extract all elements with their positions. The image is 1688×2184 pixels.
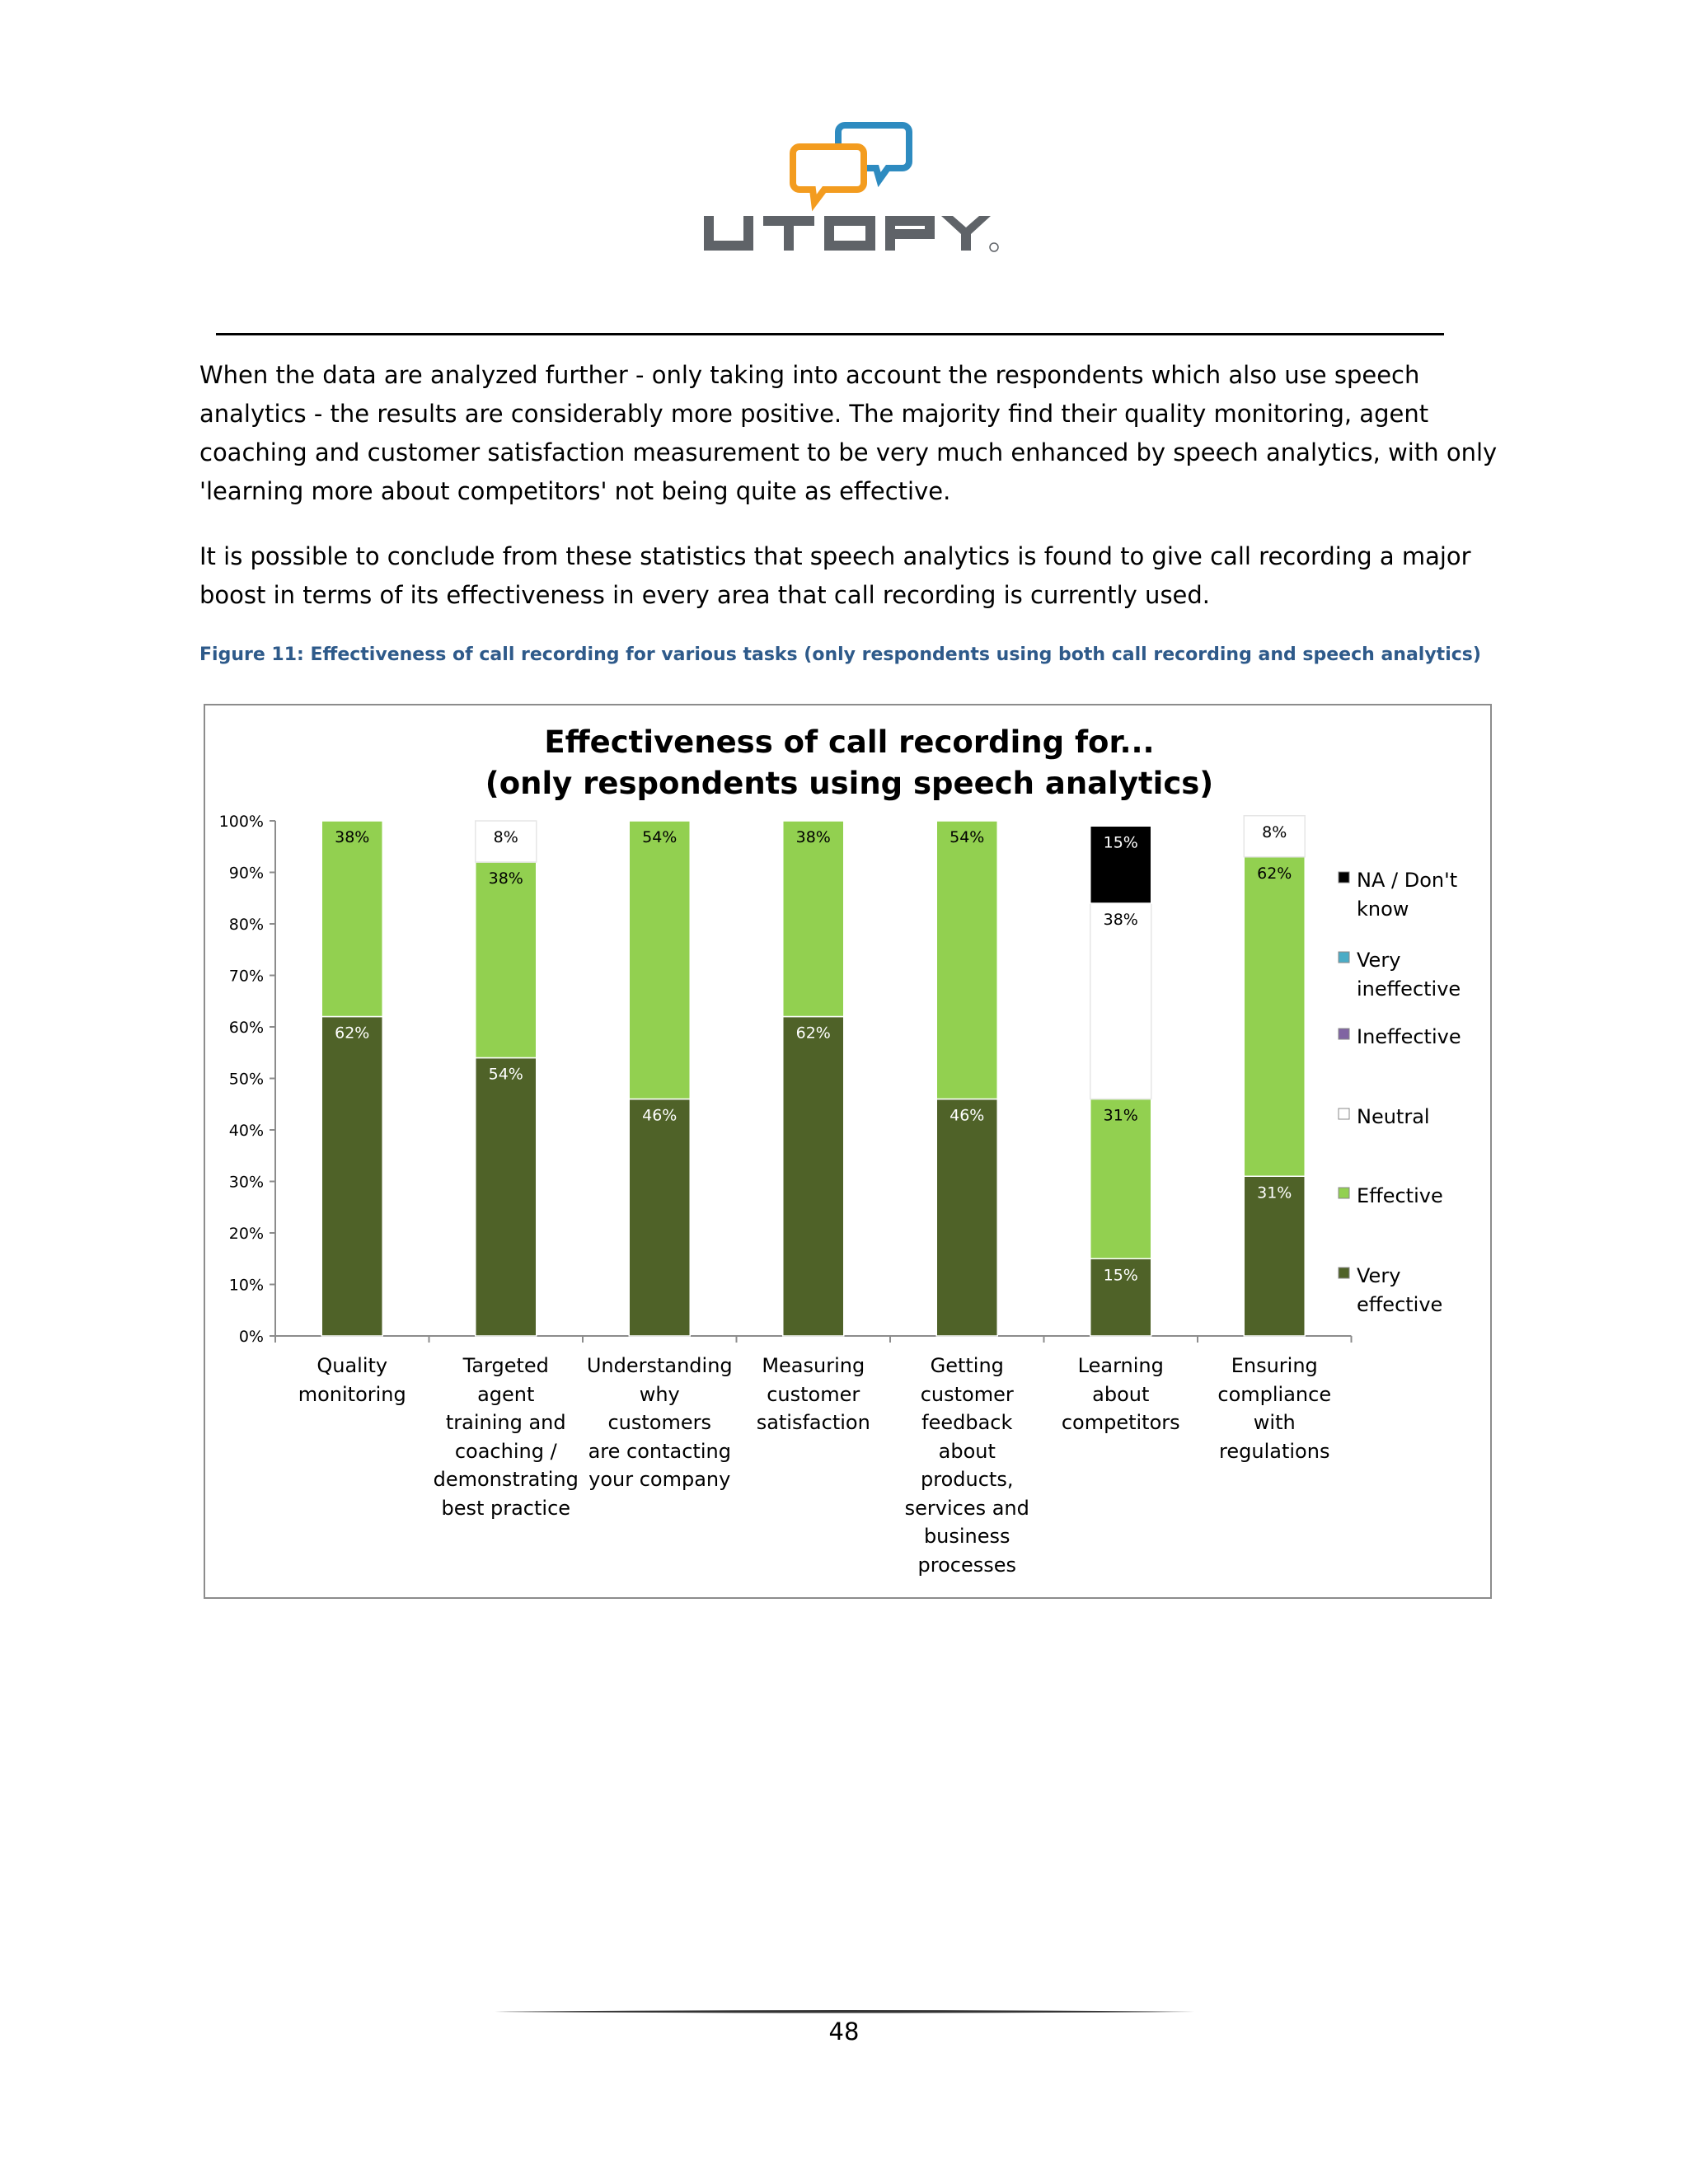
chart-title-line: Effectiveness of call recording for... — [544, 724, 1155, 760]
category-label-line: feedback about — [921, 1411, 1013, 1463]
category-label-line: compliance — [1217, 1382, 1332, 1406]
category-label-line: satisfaction — [756, 1411, 870, 1434]
bar-segment — [629, 1099, 690, 1337]
body-paragraph: It is possible to conclude from these statistics that speech analytics is found to give call recording a major boost in terms of its effectiveness in every area that call recording is currently used. — [199, 542, 1471, 609]
y-tick-label: 0% — [238, 1328, 264, 1346]
legend-label: Very — [1357, 949, 1401, 972]
y-tick-label: 10% — [228, 1276, 264, 1295]
category-label-line: business — [923, 1525, 1010, 1548]
legend-label: ineffective — [1357, 977, 1461, 1001]
data-label: 38% — [335, 828, 370, 846]
y-tick-label: 70% — [228, 967, 264, 986]
category-label-line: demonstrating — [433, 1468, 579, 1491]
figure-caption: Figure 11: Effectiveness of call recording for various tasks (only respondents using both call recording and speech analytics) — [199, 644, 1481, 665]
bar-segment — [783, 821, 844, 1017]
category-label-line: Ensuring — [1231, 1354, 1318, 1377]
category-label-line: Targeted agent — [462, 1354, 549, 1406]
y-tick-label: 80% — [228, 916, 264, 934]
y-tick-label: 90% — [228, 864, 264, 883]
legend-label: Neutral — [1357, 1105, 1430, 1128]
category-label-line: services and — [904, 1496, 1029, 1520]
category-label-line: best practice — [441, 1496, 571, 1520]
category-label — [1047, 1352, 1195, 1437]
data-label: 62% — [1257, 864, 1292, 883]
category-label-line: Measuring — [762, 1354, 865, 1377]
y-tick-label: 40% — [228, 1122, 264, 1140]
footer-divider — [495, 2009, 1195, 2014]
category-label-line: why customers — [607, 1382, 712, 1434]
legend-swatch — [1339, 1268, 1349, 1278]
utopy-logo — [692, 115, 1006, 264]
category-label — [278, 1352, 426, 1408]
header-divider — [216, 333, 1444, 335]
category-label-line: training and — [445, 1411, 566, 1434]
legend-label: NA / Don't — [1357, 869, 1458, 892]
bar-segment — [629, 821, 690, 1099]
category-label-line: Quality — [316, 1354, 388, 1377]
category-label-line: processes — [917, 1553, 1016, 1577]
data-label: 8% — [493, 828, 518, 846]
category-label — [1200, 1352, 1348, 1465]
category-label-line: are contacting — [588, 1439, 731, 1463]
legend-swatch — [1339, 952, 1349, 963]
category-label-line: Learning about — [1077, 1354, 1164, 1406]
bar-segment — [1090, 903, 1151, 1099]
legend-swatch — [1339, 1029, 1349, 1039]
category-label-line: competitors — [1061, 1411, 1180, 1434]
data-label: 38% — [1103, 911, 1138, 929]
y-tick-label: 30% — [228, 1173, 264, 1192]
bar-segment — [1244, 857, 1305, 1177]
bar-segment — [321, 821, 382, 1017]
y-tick-label: 20% — [228, 1225, 264, 1243]
data-label: 54% — [488, 1065, 523, 1084]
speech-bubbles-icon — [793, 125, 909, 203]
category-label-line: your company — [588, 1468, 731, 1491]
legend-label: Effective — [1357, 1184, 1443, 1207]
data-label: 38% — [488, 869, 523, 888]
page-number: 48 — [828, 2018, 860, 2046]
category-label-line: Understanding — [586, 1354, 733, 1377]
bar-segment — [936, 821, 997, 1099]
bar-segment — [476, 1058, 537, 1337]
category-label-line: customer — [767, 1382, 860, 1406]
legend-swatch — [1339, 1108, 1349, 1119]
data-label: 38% — [795, 828, 831, 846]
legend-swatch — [1339, 872, 1349, 883]
data-label: 46% — [642, 1106, 678, 1125]
bar-segment — [476, 862, 537, 1058]
data-label: 54% — [642, 828, 678, 846]
category-label — [893, 1352, 1041, 1579]
legend-swatch — [1339, 1188, 1349, 1198]
y-tick-label: 100% — [218, 813, 264, 831]
utopy-wordmark — [704, 216, 998, 251]
legend-label: Ineffective — [1357, 1025, 1461, 1048]
data-label: 31% — [1257, 1183, 1292, 1202]
bar-segment — [783, 1017, 844, 1337]
category-label-line: Getting — [930, 1354, 1004, 1377]
category-label-line: products, — [921, 1468, 1014, 1491]
bar-segment — [321, 1017, 382, 1337]
category-label-line: coaching / — [454, 1439, 557, 1463]
category-label-line: with regulations — [1219, 1411, 1330, 1463]
legend-label: Very — [1357, 1264, 1401, 1287]
data-label: 31% — [1103, 1106, 1138, 1125]
category-label — [739, 1352, 888, 1437]
category-label — [432, 1352, 580, 1522]
category-label-line: monitoring — [298, 1382, 406, 1406]
data-label: 46% — [950, 1106, 985, 1125]
bar-segment — [936, 1099, 997, 1337]
chart-title-line: (only respondents using speech analytics) — [485, 766, 1214, 801]
data-label: 15% — [1103, 1266, 1138, 1285]
category-label-line: customer — [920, 1382, 1014, 1406]
data-label: 8% — [1262, 823, 1287, 841]
data-label: 62% — [795, 1024, 831, 1043]
data-label: 62% — [335, 1024, 370, 1043]
data-label: 54% — [950, 828, 985, 846]
data-label: 15% — [1103, 833, 1138, 852]
y-tick-label: 60% — [228, 1019, 264, 1037]
legend-label: effective — [1357, 1293, 1443, 1316]
chart-container — [204, 704, 1492, 1599]
category-label — [585, 1352, 734, 1494]
body-paragraph: When the data are analyzed further - only taking into account the respondents which also use speech analytics - the results are considerably more positive. The majority find their quality monitoring, agent coaching and customer satisfaction measurement to be very much enhanced by speech analytics, with only 'learning more about competitors' not being quite as effective. — [199, 361, 1498, 505]
legend-label: know — [1357, 898, 1409, 921]
y-tick-label: 50% — [228, 1070, 264, 1089]
